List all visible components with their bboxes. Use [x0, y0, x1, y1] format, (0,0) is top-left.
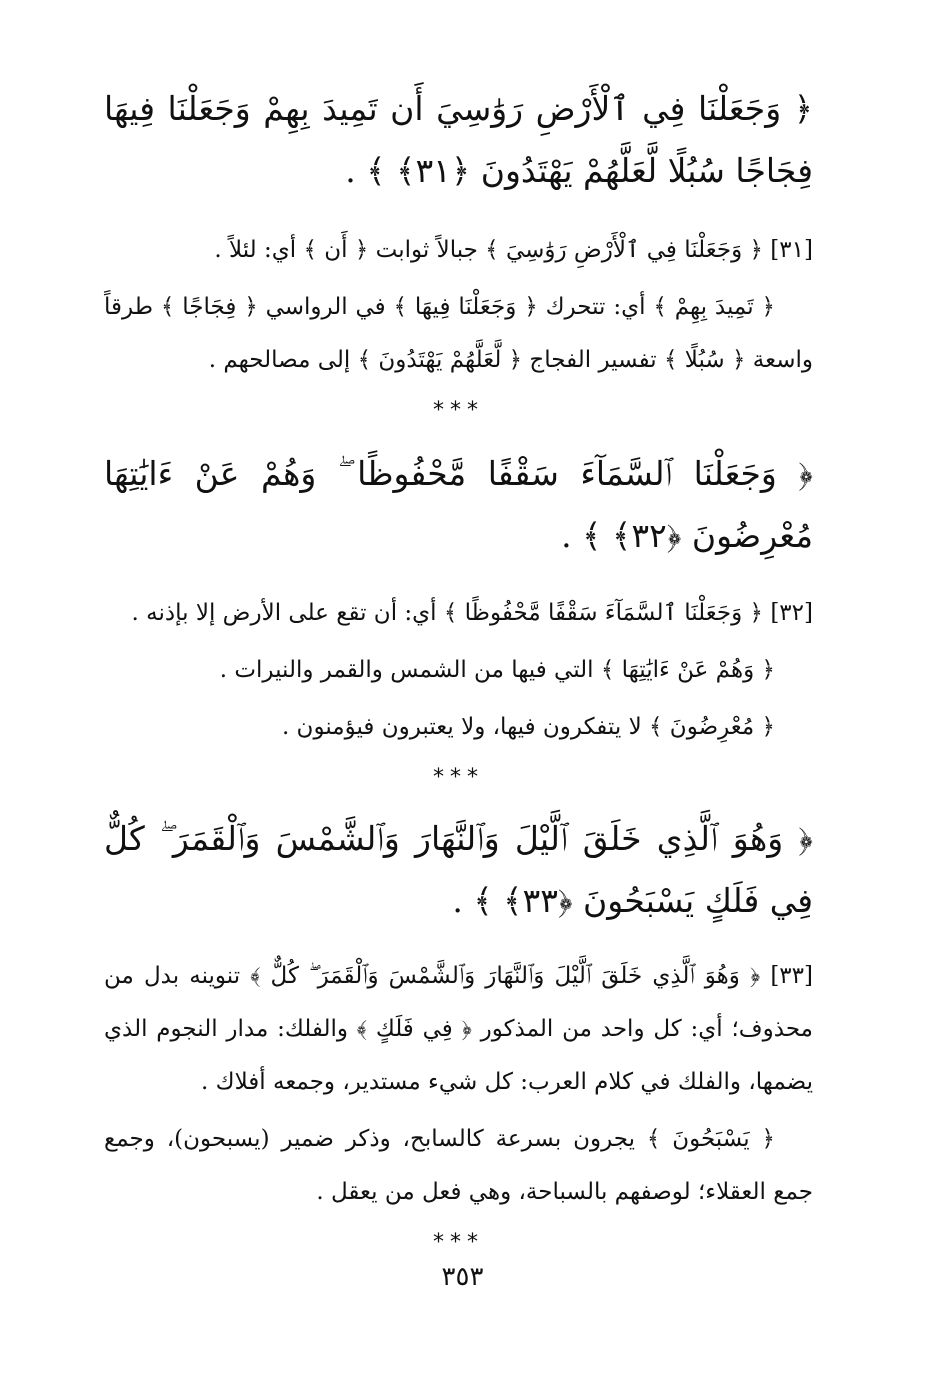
quran-verse-31: ﴿ وَجَعَلْنَا فِي ٱلْأَرْضِ رَوَٰسِيَ أَن تَمِيدَ بِهِمْ وَجَعَلْنَا فِيهَا فِجَاجًا سُبُلًا لَّعَلَّهُمْ يَهْتَدُونَ ﴿٣١﴾ ﴾ . [104, 89, 813, 190]
section-separator-1: *** [433, 398, 484, 423]
commentary-32-paragraph-1: ﴿ وَهُمْ عَنْ ءَايَٰتِهَا ﴾ التي فيها من الشمس والقمر والنيرات . [219, 657, 775, 683]
section-separator-2: *** [433, 765, 484, 790]
page-number: ٣٥٣ [441, 1262, 484, 1292]
commentary-33-paragraph: ﴿ يَسْبَحُونَ ﴾ يجرون بسرعة كالسابح، وذكر ضمير (يسبحون)، وجمع جمع العقلاء؛ لوصفهم بالسباحة، وهي فعل من يعقل . [104, 1126, 813, 1205]
commentary-32-heading: [٣٢] ﴿ وَجَعَلْنَا ٱلسَّمَآءَ سَقْفًا مَّحْفُوظًا ﴾ أي: أن تقع على الأرض إلا بإذنه . [131, 600, 813, 626]
section-separator-3: *** [433, 1230, 484, 1255]
commentary-31-heading: [٣١] ﴿ وَجَعَلْنَا فِي ٱلْأَرْضِ رَوَٰسِيَ ﴾ جبالاً ثوابت ﴿ أَن ﴾ أي: لئلاً . [214, 237, 813, 263]
commentary-32-paragraph-2: ﴿ مُعْرِضُونَ ﴾ لا يتفكرون فيها، ولا يعتبرون فيؤمنون . [281, 714, 775, 740]
quran-verse-33: ﴿ وَهُوَ ٱلَّذِي خَلَقَ ٱلَّيْلَ وَٱلنَّهَارَ وَٱلشَّمْسَ وَٱلْقَمَرَ ۖ كُلٌّ فِي فَلَكٍ يَسْبَحُونَ ﴿٣٣﴾ ﴾ . [104, 819, 813, 920]
commentary-31-paragraph: ﴿ تَمِيدَ بِهِمْ ﴾ أي: تتحرك ﴿ وَجَعَلْنَا فِيهَا ﴾ في الرواسي ﴿ فِجَاجًا ﴾ طرقاً واسعة ﴿ سُبُلًا ﴾ تفسير الفجاج ﴿ لَّعَلَّهُمْ يَهْتَدُونَ ﴾ إلى مصالحهم . [104, 294, 813, 373]
quran-verse-32: ﴿ وَجَعَلْنَا ٱلسَّمَآءَ سَقْفًا مَّحْفُوظًا ۖ وَهُمْ عَنْ ءَايَٰتِهَا مُعْرِضُونَ ﴿٣٢﴾ ﴾ . [104, 454, 813, 555]
commentary-33-heading: [٣٣] ﴿ وَهُوَ ٱلَّذِي خَلَقَ ٱلَّيْلَ وَٱلنَّهَارَ وَٱلشَّمْسَ وَٱلْقَمَرَ ۖ كُلٌّ ﴾ تنوينه بدل من محذوف؛ أي: كل واحد من المذكور ﴿ فِي فَلَكٍ ﴾ والفلك: مدار النجوم الذي يضمها، والفلك في كلام العرب: كل شيء مستدير، وجمعه أفلاك . [104, 963, 813, 1095]
